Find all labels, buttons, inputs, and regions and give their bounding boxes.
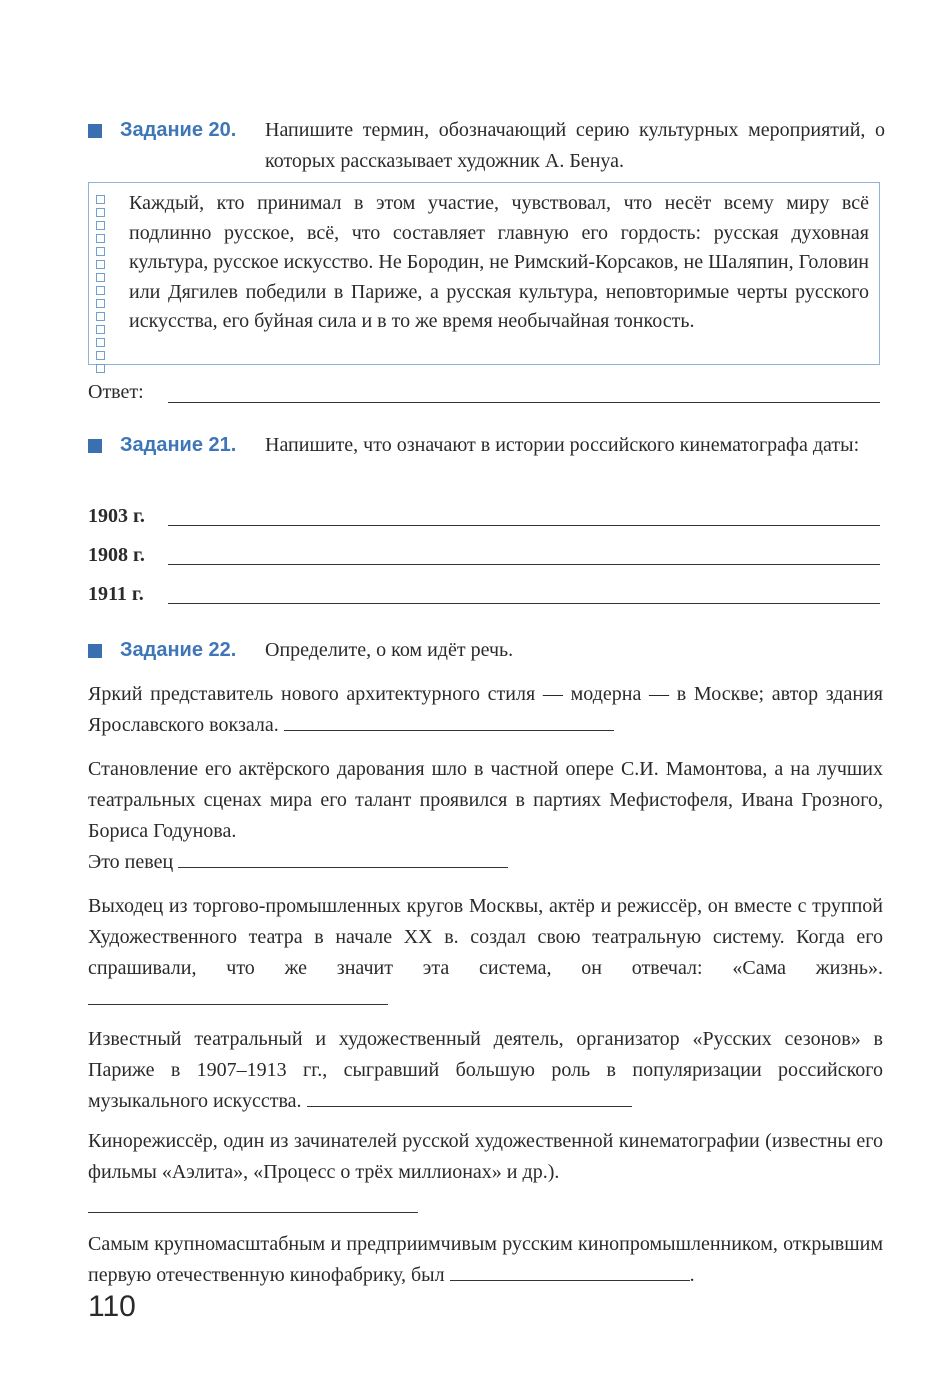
answer-line[interactable] [88,986,388,1005]
question-text: Становление его актёрского дарования шло в частной опере С.И. Мамонтова, а на лучших театральных сценах мира его талант проявился в партиях Мефистофеля, Ивана Грозного, Бориса Годунова. [88,758,883,842]
answer-line[interactable] [168,402,880,403]
year-label: 1908 г. [88,544,145,566]
answer-line[interactable] [450,1262,690,1281]
question-text: Яркий представитель нового архитектурного стиля — модерна — в Москве; автор здания Ярославского вокзала. [88,683,883,736]
task-21-header [88,430,888,492]
task-20-label: Задание 20. [120,119,237,141]
answer-line[interactable] [284,712,614,731]
task-marker-icon [88,124,102,138]
quote-text: Каждый, кто принимал в этом участие, чувствовал, что несёт всему миру всё подлинно русское, всё, что составляет главную его гордость: русская духовная культура, русское искусство. Не Бородин, не Римский-Корсаков, не Шаляпин, Головин или Дягилев победили в Париже, а русская культура, неповторимые черты русского искусства, его буйная сила и в то же время необычайная тонкость. [129,192,869,332]
quote-border-ornament-icon [96,195,105,373]
question-paragraph [88,1024,883,1117]
question-paragraph [88,754,883,878]
question-text: Самым крупномасштабным и предприимчивым русским кинопромышленником, открывшим первую отечественную кинофабрику, был [88,1233,883,1286]
question-text: Известный театральный и художественный деятель, организатор «Русских сезонов» в Париже в 1907–1913 гг., сыгравший большую роль в популяризации российского музыкального искусства. [88,1028,883,1112]
question-text: Кинорежиссёр, один из зачинателей русской художественной кинематографии (известны его фильмы «Аэлита», «Процесс о трёх миллионах» и др.). [88,1130,883,1183]
answer-line[interactable] [178,849,508,868]
question-tail-text: Это певец [88,851,174,873]
quote-box [88,182,880,365]
sentence-period: . [689,1264,695,1286]
task-21-text: Напишите, что означают в истории российского кинематографа даты: [265,434,860,456]
task-20-header [88,115,888,177]
year-label: 1911 г. [88,583,144,605]
task-marker-icon [88,644,102,658]
question-paragraph [88,1126,883,1188]
year-label: 1903 г. [88,505,145,527]
question-text: Выходец из торгово-промышленных кругов Москвы, актёр и режиссёр, он вместе с труппой Художественного театра в начале XX в. создал свою театральную систему. Когда его спрашивали, что же значит эта система, он отвечал: «Сама жизнь». [88,895,883,979]
answer-label: Ответ: [88,381,144,403]
page-number: 110 [88,1290,136,1323]
year-answer-line[interactable] [168,603,880,604]
year-answer-line[interactable] [168,564,880,565]
year-answer-line[interactable] [168,525,880,526]
question-paragraph [88,1229,883,1291]
question-paragraph [88,891,883,1015]
task-20-text: Напишите термин, обозначающий серию культурных мероприятий, о которых рассказывает художник А. Бенуа. [265,119,885,172]
task-22-header [88,635,888,667]
answer-line[interactable] [307,1088,632,1107]
task-22-text: Определите, о ком идёт речь. [265,639,514,661]
task-21-label: Задание 21. [120,434,237,456]
answer-line[interactable] [88,1212,418,1213]
task-22-label: Задание 22. [120,639,237,661]
question-paragraph [88,679,883,741]
task-marker-icon [88,439,102,453]
